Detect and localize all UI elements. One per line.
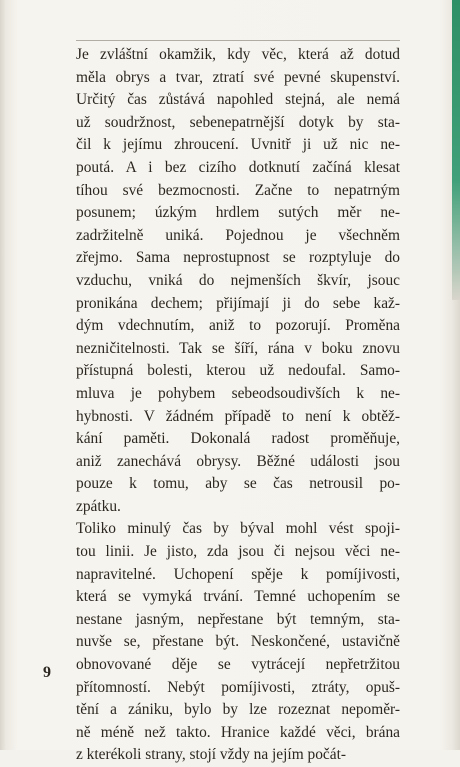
text-line: tění a zániku, bylo by lze rozeznat nepoměr- [76, 701, 400, 719]
text-line: která se vymyká trvání. Temné uchopením se [76, 588, 400, 606]
text-line: měla obrys a tvar, ztratí své pevné skupenství. [76, 68, 400, 86]
text-line: přítomností. Nebýt pomíjivosti, ztráty, opuš- [76, 678, 400, 696]
text-line: nuvše se, přestane být. Neskončené, ustavičně [76, 633, 400, 651]
top-rule [76, 40, 400, 41]
text-line: pouze k tomu, aby se čas netrousil po- [76, 475, 400, 493]
text-line: hybnosti. V žádném případě to není k obtěž- [76, 407, 400, 425]
text-line: poutá. A i bez cizího dotknutí začíná klesat [76, 158, 400, 176]
text-line: pronikána dechem; přijímají ji do sebe kaž- [76, 294, 400, 312]
text-line: vzduchu, vniká do nejmenších škvír, jsouc [76, 271, 400, 289]
page-number: 9 [43, 664, 51, 681]
text-line: ně méně než takto. Hranice každé věci, brána [76, 723, 400, 741]
cover-edge [452, 0, 460, 300]
text-line: zpátku. [76, 497, 121, 515]
text-line: přístupná bolesti, kterou už nedoufal. Samo- [76, 362, 400, 380]
text-line: obnovované děje se vytrácejí nepřetržitou [76, 656, 400, 674]
text-line: posunem; úzkým hrdlem sutých měr ne- [76, 204, 400, 222]
text-line: napravitelné. Uchopení spěje k pomíjivosti, [76, 565, 400, 583]
text-line: nezničitelnosti. Tak se šíří, rána v boku znovu [76, 339, 400, 357]
text-line: už soudržnost, sebenepatrnější dotyk by sta- [76, 113, 400, 131]
text-lines [76, 44, 400, 767]
text-line: Je zvláštní okamžik, kdy věc, která až dotud [76, 46, 400, 63]
text-line: zadržitelně uniká. Pojednou je všechněm [76, 226, 400, 244]
text-line: kání paměti. Dokonalá radost proměňuje, [76, 430, 400, 448]
text-line: tíhou své bezmocnosti. Začne to nepatrným [76, 181, 400, 199]
text-line: zřejmo. Sama neprostupnost se rozptyluje do [76, 249, 400, 267]
text-line: nestane jasným, nepřestane být temným, sta- [76, 610, 400, 628]
page-text [76, 40, 400, 767]
text-line: tou linii. Je jisto, zda jsou či nejsou věci ne- [76, 543, 400, 561]
text-line: mluva je pohybem sebeodsoudivších k ne- [76, 384, 400, 402]
text-line: Toliko minulý čas by býval mohl vést spoji- [76, 520, 400, 538]
text-line: z kterékoli strany, stojí vždy na jejím počát- [76, 746, 346, 764]
text-line: Určitý čas zůstává napohled stejná, ale nemá [76, 91, 400, 109]
text-line: aniž zanechává obrysy. Běžné události jsou [76, 452, 400, 470]
text-line: dým vdechnutím, aniž to pozorují. Proměna [76, 317, 400, 335]
text-line: čil k jejímu zhroucení. Uvnitř ji už nic ne- [76, 136, 400, 154]
